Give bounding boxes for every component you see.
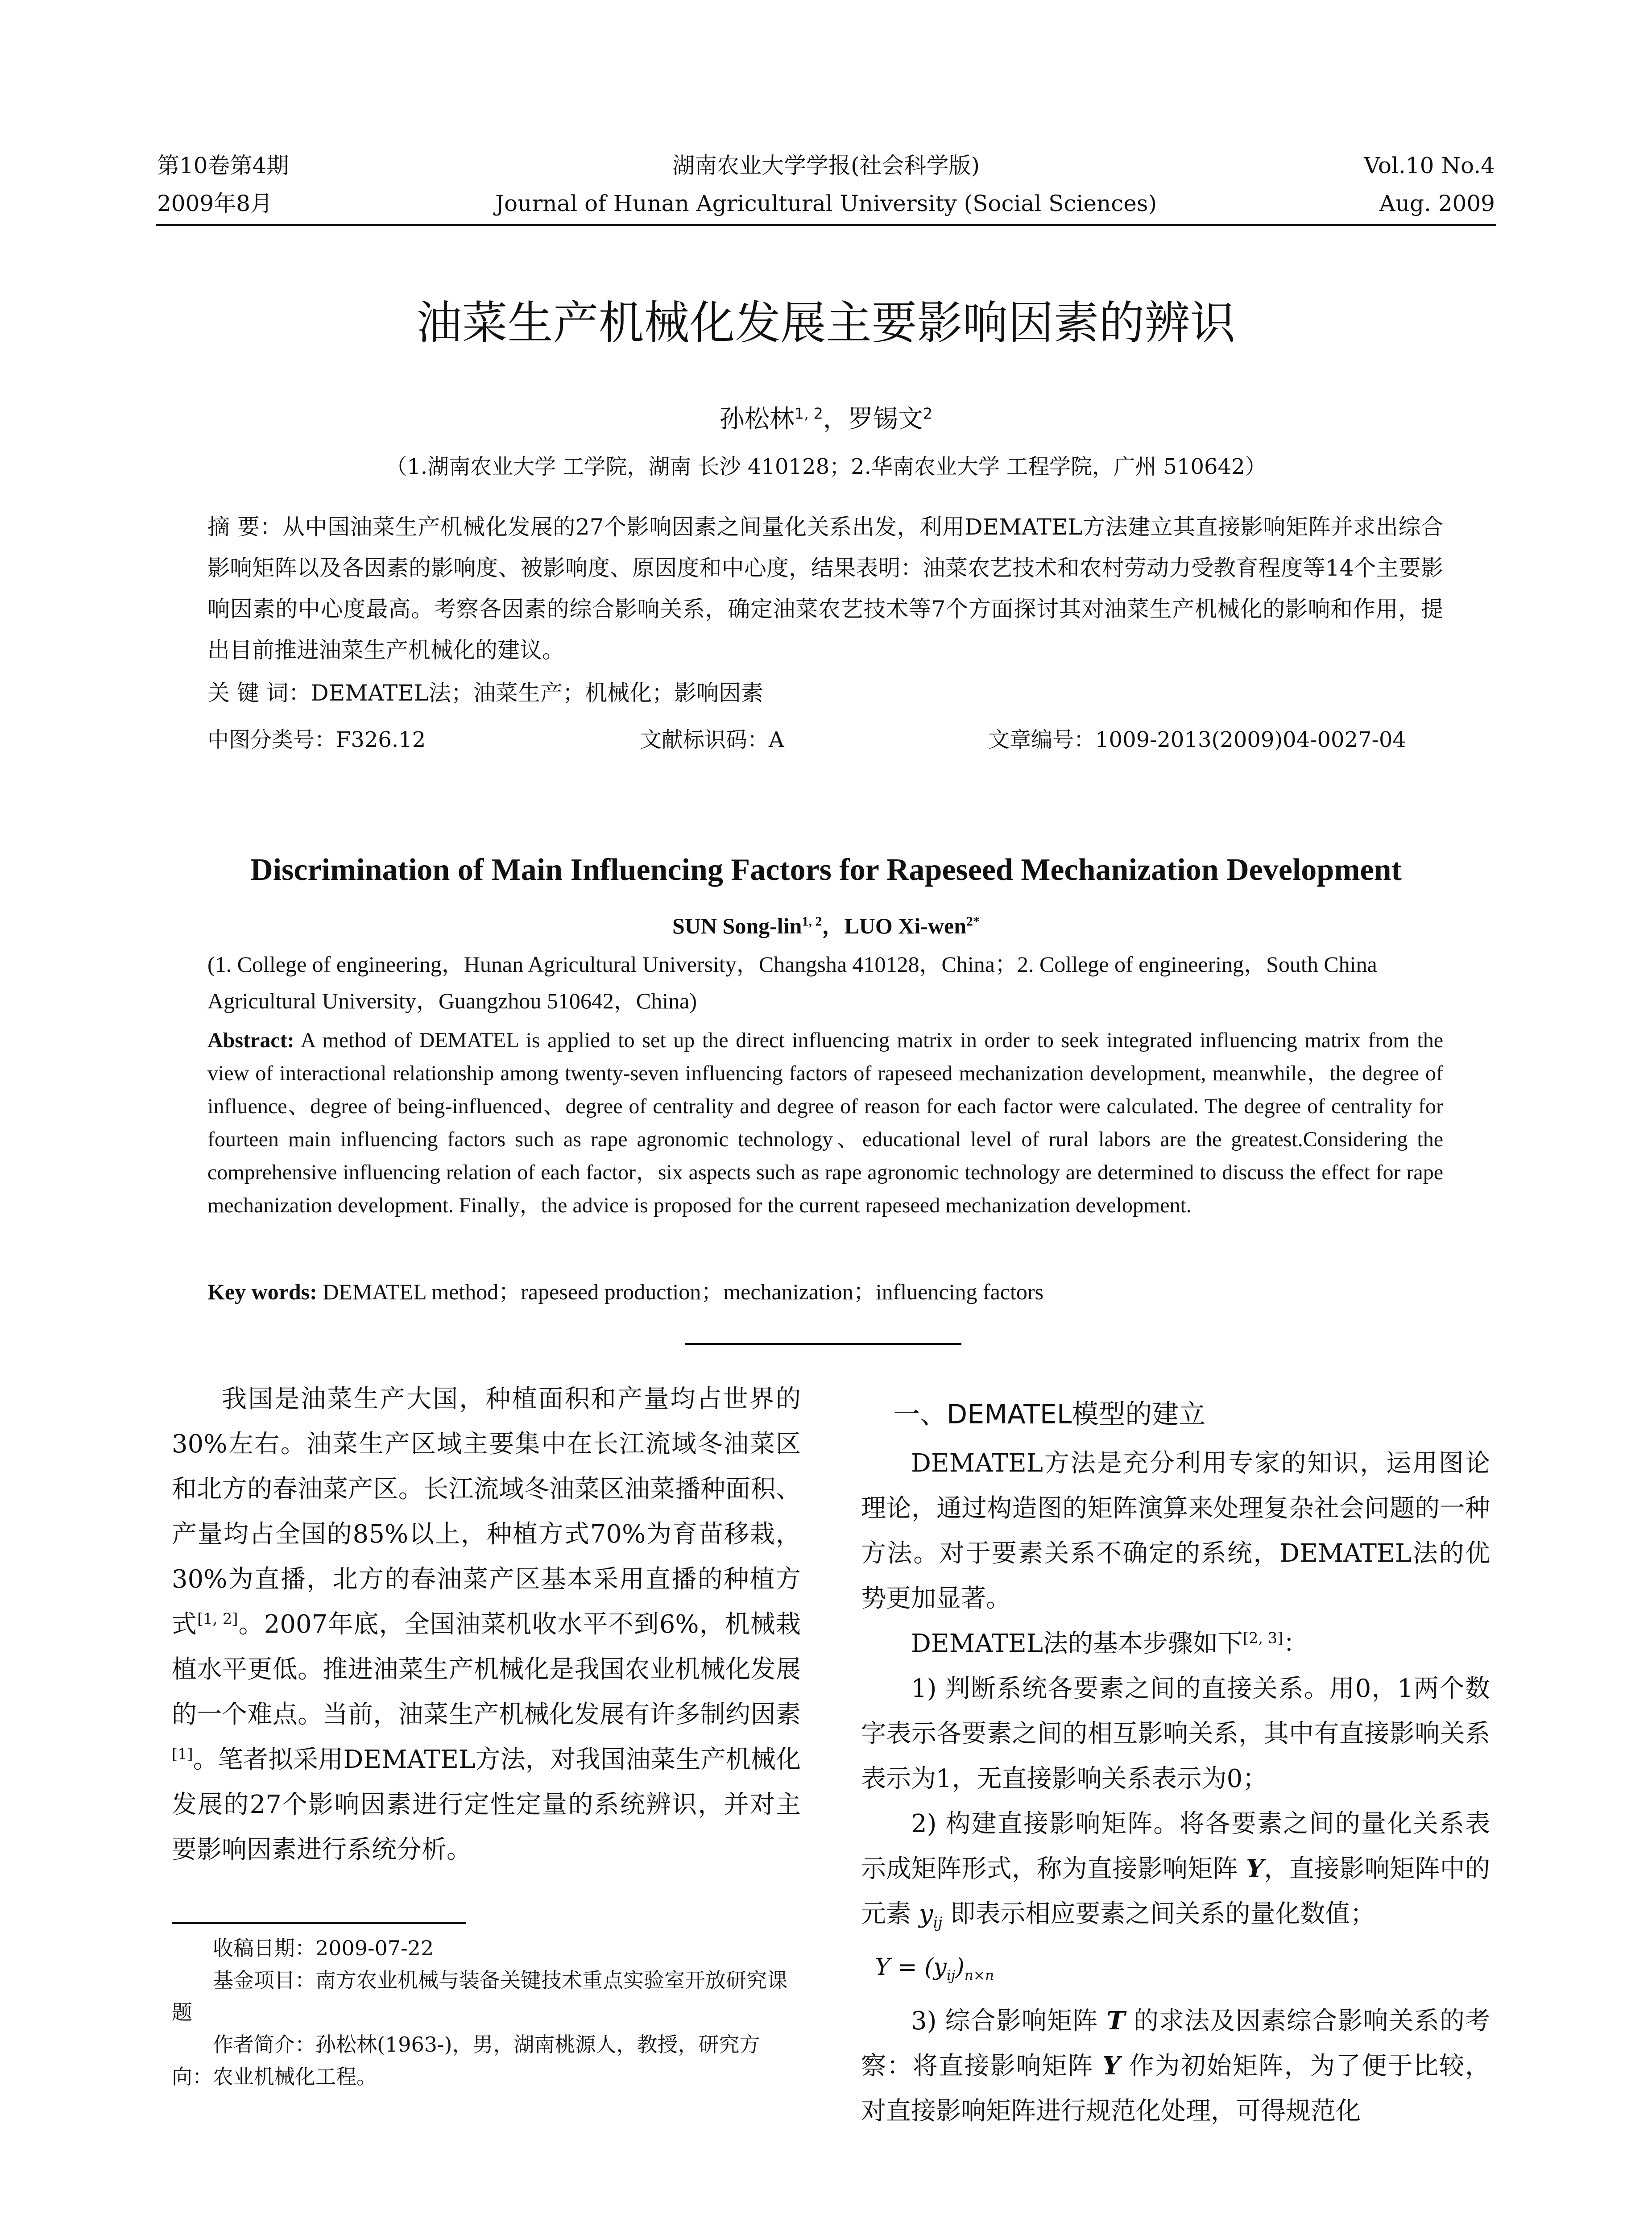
header-date-cn: 2009年8月 [157,191,273,216]
abstract-en [207,1024,1443,1222]
header-rule [156,224,1496,226]
author-1-en: SUN Song-lin [672,913,802,938]
author-2-en: ，LUO Xi-wen [822,913,966,938]
clc-number [207,723,426,757]
footnote-fund: 基金项目：南方农业机械与装备关键技术重点实验室开放研究课题 [172,1968,787,2024]
header-date-en: Aug. 2009 [1379,191,1495,216]
header-journal-cn: 湖南农业大学学报(社会科学版) [672,153,980,178]
header-volume-cn: 第10卷第4期 [157,153,289,178]
article-value: 1009-2013(2009)04-0027-04 [1095,727,1406,752]
abstract-en-label: Abstract: [207,1028,294,1052]
author-2-en-sup: 2* [966,914,980,929]
author-1-en-sup: 1, 2 [802,914,822,929]
keywords-en [207,1274,1443,1310]
abstract-separator [685,1343,961,1345]
article-label: 文章编号： [988,727,1096,752]
intro-ref-1: [1, 2] [197,1610,238,1628]
author-1-sup: 1, 2 [794,405,823,423]
element-y-symbol: y [919,1899,933,1928]
formula-main: Y = (y [875,1954,947,1981]
author-2-cn: 罗锡文 [848,405,923,434]
step-3-text-c: 作为初始矩阵，为了便于比较，对直接影响矩阵进行规范化处理，可得规范化 [861,2051,1490,2126]
intro-text-1: 我国是油菜生产大国，种植面积和产量均占世界的30%左右。油菜生产区域主要集中在长江流域冬油菜区和北方的春油菜产区。长江流域冬油菜区油菜播种面积、产量均占全国的85%以上，种植方式70%为育苗移栽，30%为直播，北方的春油菜产区基本采用直播的种植方式 [172,1385,801,1639]
intro-ref-2: [1] [172,1745,193,1763]
clc-value: F326.12 [336,727,426,752]
formula-close: ) [955,1954,965,1981]
step-2-text-c: 即表示相应要素之间关系的量化数值； [942,1899,1375,1928]
keywords-cn-text: DEMATEL法；油菜生产；机械化；影响因素 [311,680,764,706]
footnotes [172,1932,801,2093]
affiliation-cn: （1.湖南农业大学 工学院，湖南 长沙 410128；2.华南农业大学 工程学院，广州 510642） [385,454,1267,479]
step-3 [861,1999,1490,2134]
right-paragraph-2 [861,1621,1490,1666]
abstract-cn-text: 从中国油菜生产机械化发展的27个影响因素之间量化关系出发，利用DEMATEL方法建立其直接影响矩阵并求出综合影响矩阵以及各因素的影响度、被影响度、原因度和中心度，结果表明：油菜农艺技术和农村劳动力受教育程度等14个主要影响因素的中心度最高。考察各因素的综合影响关系，确定油菜农艺技术等7个方面探讨其对油菜生产机械化的影响和作用，提出目前推进油菜生产机械化的建议。 [207,514,1443,663]
intro-paragraph [172,1377,801,1872]
matrix-Y-symbol-2: Y [1102,2051,1121,2081]
intro-text-3: 。笔者拟采用DEMATEL方法，对我国油菜生产机械化发展的27个影响因素进行定性定量的系统辨识，并对主要影响因素进行系统分析。 [172,1745,801,1864]
doc-value: A [769,727,784,752]
doc-label: 文献标识码： [640,727,769,752]
step-2-text-b: ，直接影响矩阵中的元素 [861,1854,1490,1928]
author-2-sup: 2 [923,405,933,423]
paper-title-cn: 油菜生产机械化发展主要影响因素的辨识 [416,297,1236,350]
steps-intro: DEMATEL法的基本步骤如下 [911,1629,1243,1658]
abstract-cn-label: 摘 要： [207,514,282,540]
keywords-en-label: Key words: [207,1279,317,1304]
authors-cn [0,402,1652,437]
formula-Y [861,1945,1490,1998]
intro-text-2: 。2007年底，全国油菜机收水平不到6%，机械栽植水平更低。推进油菜生产机械化是我国农业机械化发展的一个难点。当前，油菜生产机械化发展有许多制约因素 [172,1610,801,1729]
matrix-Y-symbol: Y [1246,1854,1264,1883]
element-y-subscript: ij [933,1914,943,1932]
article-number [988,723,1406,757]
step-3-text-b: 的求法及因素综合影响关系的考察：将直接影响矩阵 [861,2006,1490,2081]
authors-en [0,908,1652,944]
affiliation-en: (1. College of engineering，Hunan Agricultural University，Changsha 410128，China；2. College of engineering，South China Agricultural University，Guangzhou 510642，China) [207,952,1377,1013]
section-heading: 一、DEMATEL模型的建立 [893,1399,1206,1430]
step-3-text-a: 3) 综合影响矩阵 [911,2006,1107,2036]
footnote-rule [172,1922,466,1924]
body-right-column [861,1392,1490,2134]
keywords-cn-label: 关 键 词： [207,680,311,706]
step-2 [861,1801,1490,1945]
footnote-author: 作者简介：孙松林(1963-)，男，湖南桃源人，教授，研究方向：农业机械化工程。 [172,2032,760,2089]
step-1: 1) 判断系统各要素之间的直接关系。用0，1两个数字表示各要素之间的相互影响关系，其中有直接影响关系表示为1，无直接影响关系表示为0； [861,1674,1490,1793]
author-separator: ， [823,405,848,434]
abstract-cn [207,506,1443,671]
footnote-received: 收稿日期：2009-07-22 [213,1936,434,1960]
clc-label: 中图分类号： [207,727,336,752]
author-1-cn: 孙松林 [719,405,795,434]
step-2-text-a: 2) 构建直接影响矩阵。将各要素之间的量化关系表示成矩阵形式，称为直接影响矩阵 [861,1809,1490,1883]
matrix-T-symbol: T [1106,2006,1125,2036]
body-left-column [172,1377,801,1872]
header-journal-en: Journal of Hunan Agricultural University (Social Sciences) [495,191,1157,216]
right-paragraph-1: DEMATEL方法是充分利用专家的知识，运用图论理论，通过构造图的矩阵演算来处理复杂社会问题的一种方法。对于要素关系不确定的系统，DEMATEL法的优势更加显著。 [861,1449,1490,1613]
steps-colon: ： [1283,1629,1308,1658]
formula-sub: ij [946,1967,956,1984]
keywords-en-text: DEMATEL method；rapeseed production；mechanization；influencing factors [317,1279,1044,1304]
paper-title-en: Discrimination of Main Influencing Factors for Rapeseed Mechanization Development [250,853,1402,887]
formula-size: n×n [964,1967,994,1984]
doc-code [640,723,784,757]
steps-ref: [2, 3] [1242,1629,1284,1647]
abstract-en-text: A method of DEMATEL is applied to set up the direct influencing matrix in order to seek integrated influencing matrix from the view of interactional relationship among twenty-seven influencing factors of rapeseed mechanization development, meanwhile，the degree of influence、degree of being-influenced、degree of centrality and degree of reason for each factor were calculated. The degree of centrality for fourteen main influencing factors such as rape agronomic technology、educational level of rural labors are the greatest.Considering the comprehensive influencing relation of each factor，six aspects such as rape agronomic technology are determined to discuss the effect for rape mechanization development. Finally，the advice is proposed for the current rapeseed mechanization development. [207,1028,1443,1217]
header-volume-en: Vol.10 No.4 [1364,153,1495,178]
keywords-cn [207,676,1443,710]
